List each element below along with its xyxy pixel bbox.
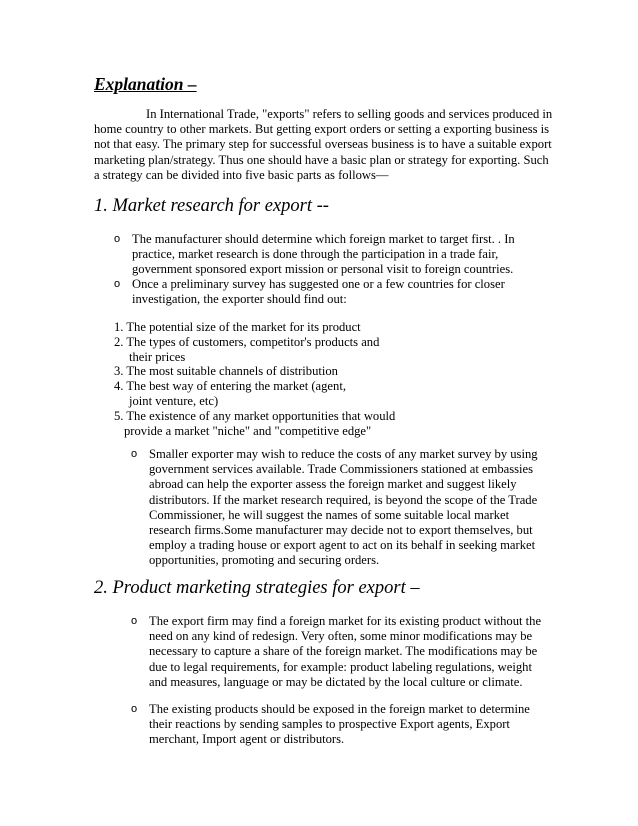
section-1-bullet-1 — [114, 232, 542, 278]
bullet-text: Once a preliminary survey has suggested one or a few countries for closer investigation, the exporter should find out: — [132, 277, 505, 307]
section-2-heading: 2. Product marketing strategies for export – — [94, 578, 420, 598]
page-title: Explanation – — [94, 74, 197, 94]
list-item: 3. The most suitable channels of distribution — [114, 364, 338, 379]
section-2-bullet-2 — [131, 702, 542, 748]
bullet-marker: o — [131, 703, 138, 715]
list-item: 5. The existence of any market opportunities that would provide a market "niche" and "competitive edge" — [114, 408, 396, 438]
section-1-bullet-2 — [114, 277, 532, 307]
bullet-text: The export firm may find a foreign market for its existing product without the need on any kind of redesign. Very often, some minor modifications may be necessary to capture a share of the foreign market. The modifications may be due to legal requirements, for example: product labeling regulations, weight and measures, language or may be dictated by the local culture or climate. — [149, 614, 542, 689]
section-1-heading: 1. Market research for export -- — [94, 196, 329, 216]
list-item: 2. The types of customers, competitor's products and their prices — [114, 334, 380, 364]
bullet-text: Smaller exporter may wish to reduce the costs of any market survey by using government services available. Trade Commissioners stationed at embassies abroad can help the exporter assess the foreign market and suggest likely distributors. If the market research required, is beyond the scope of the Trade Commissioner, he will suggest the names of some suitable local market research firms.Some manufacturer may decide not to export themselves, but employ a trading house or export agent to act on its behalf in seeking market opportunities, promoting and securing orders. — [149, 447, 538, 568]
list-item: 1. The potential size of the market for its product — [114, 320, 361, 334]
bullet-text: The manufacturer should determine which foreign market to target first. . In practice, market research is done through the participation in a trade fair, government sponsored export mission or personal visit to foreign countries. — [132, 232, 515, 277]
bullet-marker: o — [131, 615, 138, 627]
intro-paragraph: In International Trade, "exports" refers to selling goods and services produced in home country to other markets. But getting export orders or setting a exporting business is not that easy. The primary step for successful overseas business is to have a suitable export marketing plan/strategy. Thus one should have a basic plan or strategy for exporting. Such a strategy can be divided into five basic parts as follows— — [94, 107, 553, 182]
bullet-marker: o — [114, 278, 121, 290]
bullet-text: The existing products should be exposed in the foreign market to determine their reactions by sending samples to prospective Export agents, Export merchant, Import agent or distributors. — [149, 702, 530, 747]
numbered-list — [114, 320, 414, 438]
section-1-bullet-3 — [131, 447, 541, 569]
list-item: 4. The best way of entering the market (agent, joint venture, etc) — [114, 379, 346, 408]
section-2-bullet-1 — [131, 614, 542, 690]
bullet-marker: o — [114, 233, 121, 245]
bullet-marker: o — [131, 448, 138, 460]
